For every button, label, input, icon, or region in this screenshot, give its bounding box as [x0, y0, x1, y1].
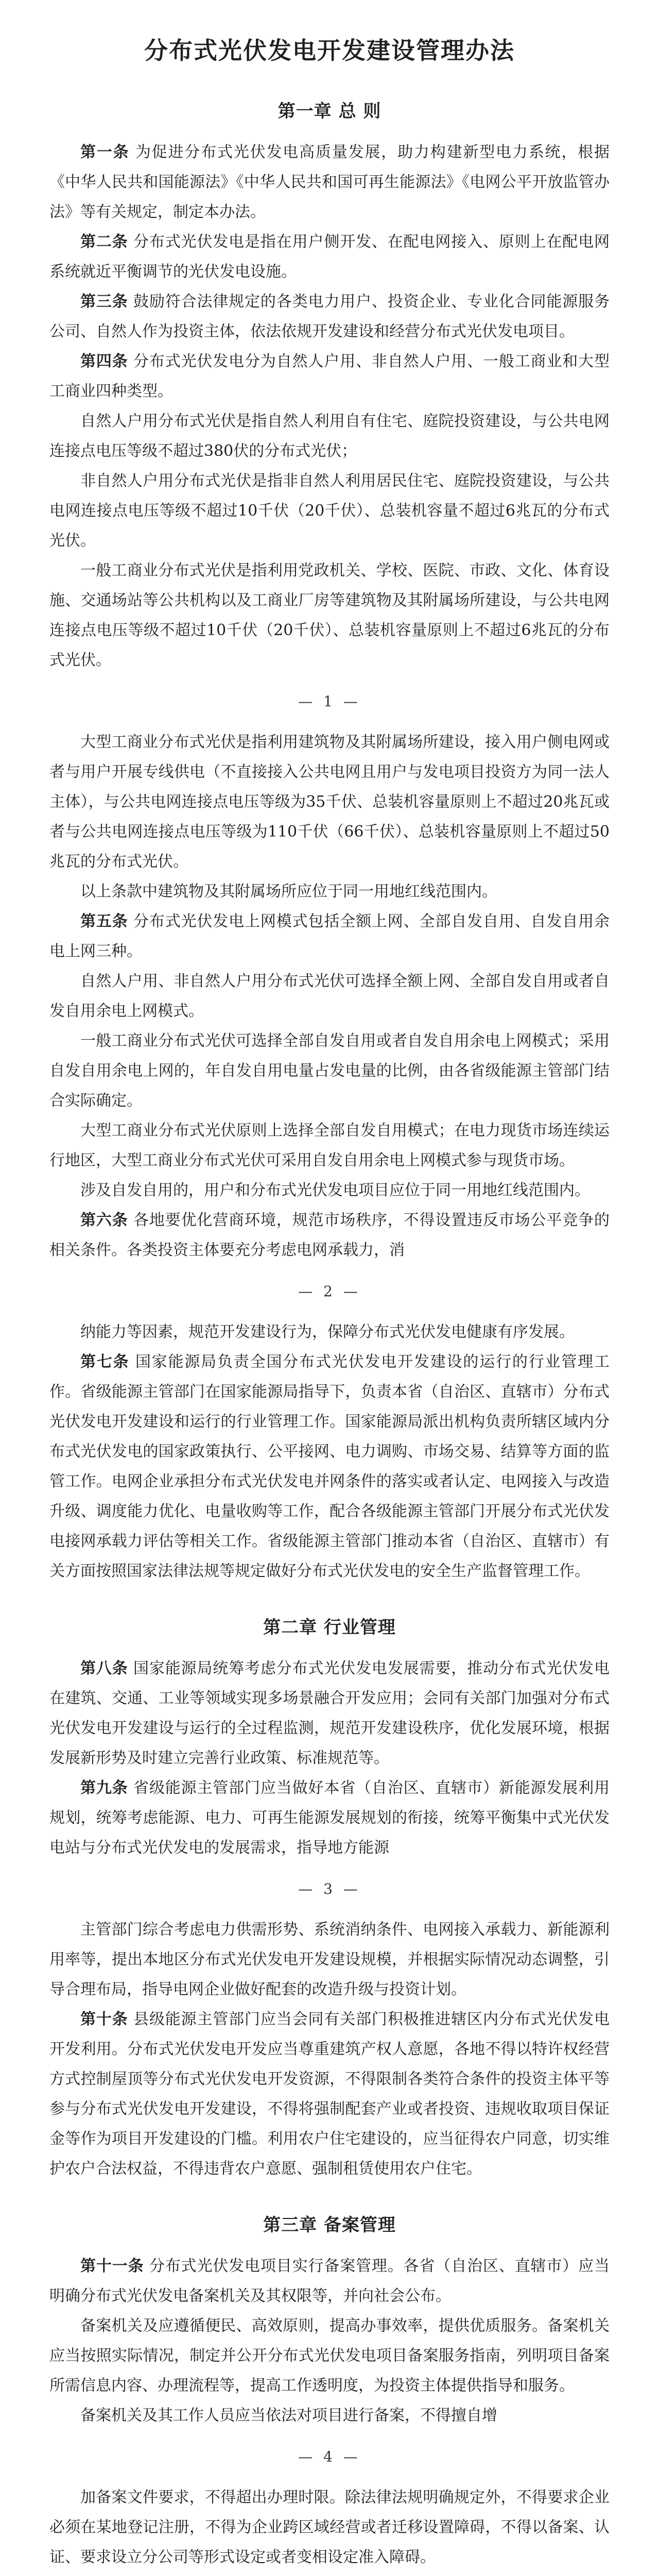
paragraph-text: 各地要优化营商环境，规范市场秩序，不得设置违反市场公平竞争的相关条件。各类投资主体要充分考虑电网承载力，消 — [49, 1211, 610, 1259]
chapter-heading: 第二章 行业管理 — [263, 1617, 396, 1638]
article-number: 第十一条 — [80, 2257, 144, 2275]
paragraph-text: 分布式光伏发电项目实行备案管理。各省（自治区、直辖市）应当明确分布式光伏发电备案机关及其权限等，并向社会公布。 — [49, 2257, 610, 2305]
paragraph — [49, 287, 610, 347]
paragraph-text: 自然人户用分布式光伏是指自然人利用自有住宅、庭院投资建设，与公共电网连接点电压等级不超过380伏的分布式光伏； — [49, 412, 610, 460]
paragraph — [49, 1116, 610, 1176]
paragraph-text: 涉及自发自用的，用户和分布式光伏发电项目应位于同一用地红线范围内。 — [80, 1181, 590, 1199]
page-number: — 3 — — [298, 1880, 361, 1897]
paragraph-text: 分布式光伏发电上网模式包括全额上网、全部自发自用、自发自用余电上网三种。 — [49, 912, 610, 960]
paragraph-text: 分布式光伏发电分为自然人户用、非自然人户用、一般工商业和大型工商业四种类型。 — [49, 352, 610, 400]
paragraph — [49, 1206, 610, 1265]
paragraph — [49, 138, 610, 227]
article-number: 第五条 — [80, 912, 128, 930]
paragraph-text: 大型工商业分布式光伏是指利用建筑物及其附属场所建设，接入用户侧电网或者与用户开展专线供电（不直接接入公共电网且用户与发电项目投资方为同一法人主体），与公共电网连接点电压等级为35千伏、总装机容量原则上不超过20兆瓦或者与公共电网连接点电压等级为110千伏（66千伏）、总装机容量原则上不超过50兆瓦的分布式光伏。 — [49, 733, 610, 871]
paragraph — [49, 1026, 610, 1116]
paragraph-text: 纳能力等因素，规范开发建设行为，保障分布式光伏发电健康有序发展。 — [80, 1323, 575, 1341]
paragraph-text: 县级能源主管部门应当会同有关部门积极推进辖区内分布式光伏发电开发利用。分布式光伏发电开发应当尊重建筑产权人意愿，各地不得以特许权经营方式控制屋顶等分布式光伏发电开发资源，不得限制各类符合条件的投资主体平等参与分布式光伏发电开发建设，不得将强制配套产业或者投资、违规收取项目保证金等作为项目开发建设的门槛。利用农户住宅建设的，应当征得农户同意，切实维护农户合法权益，不得违背农户意愿、强制租赁使用农户住宅。 — [49, 2010, 610, 2178]
paragraph-text: 非自然人户用分布式光伏是指非自然人利用居民住宅、庭院投资建设，与公共电网连接点电压等级不超过10千伏（20千伏）、总装机容量不超过6兆瓦的分布式光伏。 — [49, 472, 610, 550]
paragraph-text: 分布式光伏发电是指在用户侧开发、在配电网接入、原则上在配电网系统就近平衡调节的光伏发电设施。 — [49, 233, 610, 281]
paragraph — [49, 2251, 610, 2311]
paragraph — [49, 1773, 610, 1863]
paragraph-text: 大型工商业分布式光伏原则上选择全部自发自用模式；在电力现货市场连续运行地区，大型工商业分布式光伏可采用自发自用余电上网模式参与现货市场。 — [49, 1122, 610, 1170]
page-number: — 2 — — [298, 1283, 361, 1300]
paragraph — [49, 727, 610, 877]
article-number: 第十条 — [80, 2010, 128, 2028]
paragraph — [49, 1176, 610, 1206]
article-number: 第八条 — [80, 1659, 128, 1677]
chapter-heading: 第一章 总 则 — [278, 101, 381, 122]
paragraph-text: 自然人户用、非自然人户用分布式光伏可选择全额上网、全部自发自用或者自发自用余电上网模式。 — [49, 972, 610, 1020]
paragraph — [49, 227, 610, 287]
article-number: 第六条 — [80, 1211, 128, 1229]
document-title: 分布式光伏发电开发建设管理办法 — [144, 37, 515, 64]
paragraph — [49, 2572, 610, 2576]
paragraph — [49, 1654, 610, 1773]
paragraph-text: 省级能源主管部门应当做好本省（自治区、直辖市）新能源发展利用规划，统筹考虑能源、电力、可再生能源发展规划的衔接，统筹平衡集中式光伏发电站与分布式光伏发电的发展需求，指导地方能源 — [49, 1779, 610, 1857]
paragraph — [49, 347, 610, 406]
paragraph-text: 主管部门综合考虑电力供需形势、系统消纳条件、电网接入承载力、新能源利用率等，提出本地区分布式光伏发电开发建设规模，并根据实际情况动态调整，引导合理布局，指导电网企业做好配套的改造升级与投资计划。 — [49, 1921, 610, 1998]
article-number: 第七条 — [80, 1353, 130, 1371]
paragraph — [49, 466, 610, 556]
chapter-heading: 第三章 备案管理 — [263, 2215, 396, 2235]
paragraph-text: 一般工商业分布式光伏可选择全部自发自用或者自发自用余电上网模式；采用自发自用余电上网的，年自发自用电量占发电量的比例，由各省级能源主管部门结合实际确定。 — [49, 1032, 610, 1110]
article-number: 第四条 — [80, 352, 128, 370]
paragraph-text: 一般工商业分布式光伏是指利用党政机关、学校、医院、市政、文化、体育设施、交通场站等公共机构以及工商业厂房等建筑物及其附属场所建设，与公共电网连接点电压等级不超过10千伏（20千伏）、总装机容量原则上不超过6兆瓦的分布式光伏。 — [49, 562, 610, 669]
paragraph-text: 备案机关及应遵循便民、高效原则，提高办事效率，提供优质服务。备案机关应当按照实际情况，制定并公开分布式光伏发电项目备案服务指南，列明项目备案所需信息内容、办理流程等，提高工作透明度，为投资主体提供指导和服务。 — [49, 2317, 610, 2395]
paragraph — [49, 967, 610, 1026]
paragraph — [49, 1915, 610, 2005]
paragraph — [49, 2311, 610, 2401]
paragraph-text: 国家能源局负责全国分布式光伏发电开发建设的运行的行业管理工作。省级能源主管部门在国家能源局指导下，负责本省（自治区、直辖市）分布式光伏发电开发建设和运行的行业管理工作。国家能源局派出机构负责所辖区域内分布式光伏发电的国家政策执行、公平接网、电力调购、市场交易、结算等方面的监管工作。电网企业承担分布式光伏发电并网条件的落实或者认定、电网接入与改造升级、调度能力优化、电量收购等工作，配合各级能源主管部门开展分布式光伏发电接网承载力评估等相关工作。省级能源主管部门推动本省（自治区、直辖市）有关方面按照国家法律法规等规定做好分布式光伏发电的安全生产监督管理工作。 — [49, 1353, 610, 1580]
page-number: — 1 — — [298, 693, 361, 710]
paragraph-text: 鼓励符合法律规定的各类电力用户、投资企业、专业化合同能源服务公司、自然人作为投资主体，依法依规开发建设和经营分布式光伏发电项目。 — [49, 293, 610, 341]
paragraph — [49, 877, 610, 907]
paragraph — [49, 907, 610, 967]
paragraph-text: 以上条款中建筑物及其附属场所应位于同一用地红线范围内。 — [80, 883, 497, 901]
paragraph — [49, 1347, 610, 1586]
paragraph — [49, 2483, 610, 2572]
article-number: 第一条 — [80, 143, 130, 161]
page-number: — 4 — — [298, 2448, 361, 2465]
paragraph — [49, 2005, 610, 2184]
paragraph-text: 国家能源局统筹考虑分布式光伏发电发展需要，推动分布式光伏发电在建筑、交通、工业等领域实现多场景融合开发应用；会同有关部门加强对分布式光伏发电开发建设与运行的全过程监测，规范开发建设秩序，优化发展环境，根据发展新形势及时建立完善行业政策、标准规范等。 — [49, 1659, 610, 1767]
paragraph-text: 为促进分布式光伏发电高质量发展，助力构建新型电力系统，根据《中华人民共和国能源法》《中华人民共和国可再生能源法》《电网公平开放监管办法》等有关规定，制定本办法。 — [49, 143, 610, 221]
paragraph-text: 备案机关及其工作人员应当依法对项目进行备案，不得擅自增 — [80, 2406, 497, 2425]
article-number: 第二条 — [80, 233, 128, 251]
paragraph — [49, 406, 610, 466]
article-number: 第九条 — [80, 1779, 128, 1797]
paragraph — [49, 556, 610, 675]
paragraph — [49, 1317, 610, 1347]
paragraph — [49, 2401, 610, 2431]
article-number: 第三条 — [80, 293, 128, 311]
paragraph-text: 加备案文件要求，不得超出办理时限。除法律法规明确规定外，不得要求企业必须在某地登记注册，不得为企业跨区域经营或者迁移设置障碍，不得以备案、认证、要求设立分公司等形式设定或者变相设定准入障碍。 — [49, 2488, 610, 2566]
document-body — [49, 97, 610, 2576]
